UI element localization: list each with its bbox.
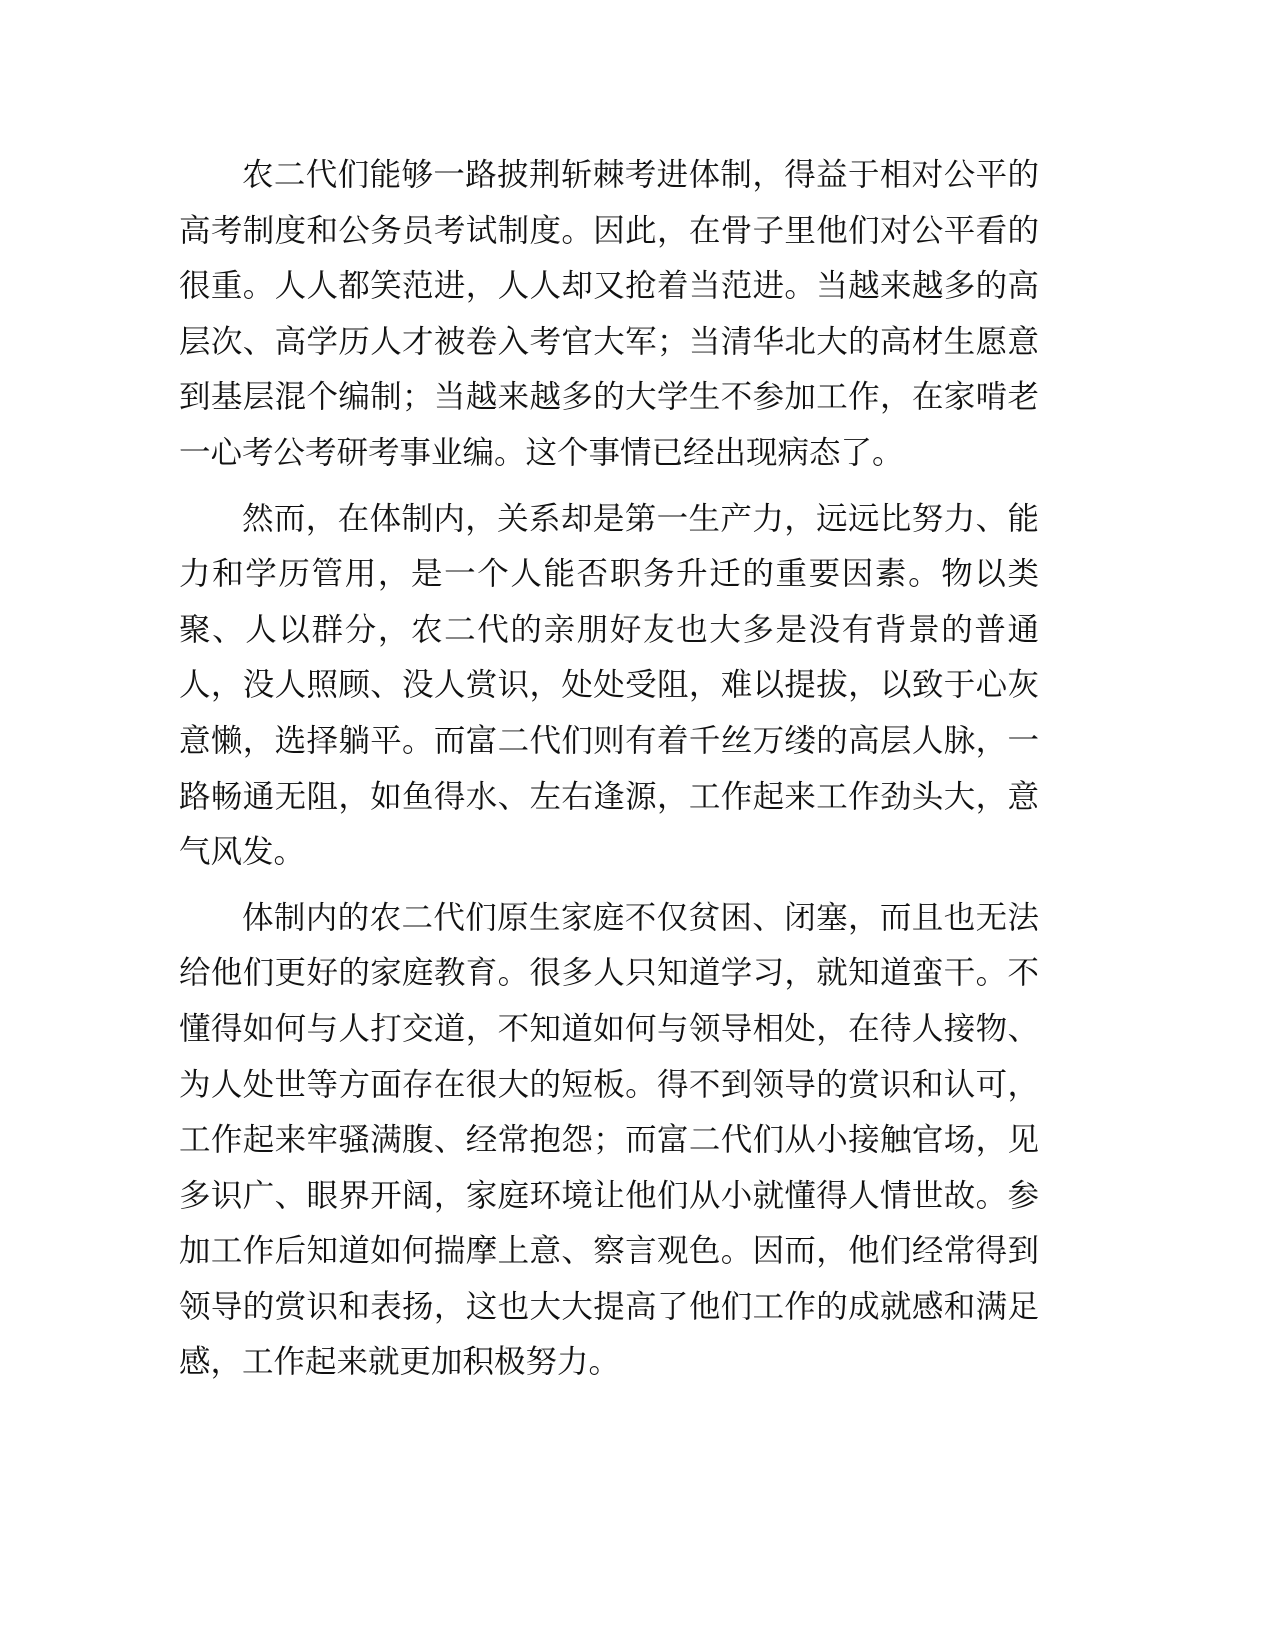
document-body — [179, 148, 1039, 1391]
paragraph-3: 体制内的农二代们原生家庭不仅贫困、闭塞，而且也无法给他们更好的家庭教育。很多人只知道学习，就知道蛮干。不懂得如何与人打交道，不知道如何与领导相处，在待人接物、为人处世等方面存在很大的短板。得不到领导的赏识和认可，工作起来牢骚满腹、经常抱怨；而富二代们从小接触官场，见多识广、眼界开阔，家庭环境让他们从小就懂得人情世故。参加工作后知道如何揣摩上意、察言观色。因而，他们经常得到领导的赏识和表扬，这也大大提高了他们工作的成就感和满足感，工作起来就更加积极努力。 — [179, 899, 1039, 1381]
paragraph-2: 然而，在体制内，关系却是第一生产力，远远比努力、能力和学历管用，是一个人能否职务升迁的重要因素。物以类聚、人以群分，农二代的亲朋好友也大多是没有背景的普通人，没人照顾、没人赏识，处处受阻，难以提拔，以致于心灰意懒，选择躺平。而富二代们则有着千丝万缕的高层人脉，一路畅通无阻，如鱼得水、左右逢源，工作起来工作劲头大，意气风发。 — [179, 500, 1039, 871]
paragraph-1: 农二代们能够一路披荆斩棘考进体制，得益于相对公平的高考制度和公务员考试制度。因此，在骨子里他们对公平看的很重。人人都笑范进，人人却又抢着当范进。当越来越多的高层次、高学历人才被卷入考官大军；当清华北大的高材生愿意到基层混个编制；当越来越多的大学生不参加工作，在家啃老一心考公考研考事业编。这个事情已经出现病态了。 — [179, 157, 1039, 471]
